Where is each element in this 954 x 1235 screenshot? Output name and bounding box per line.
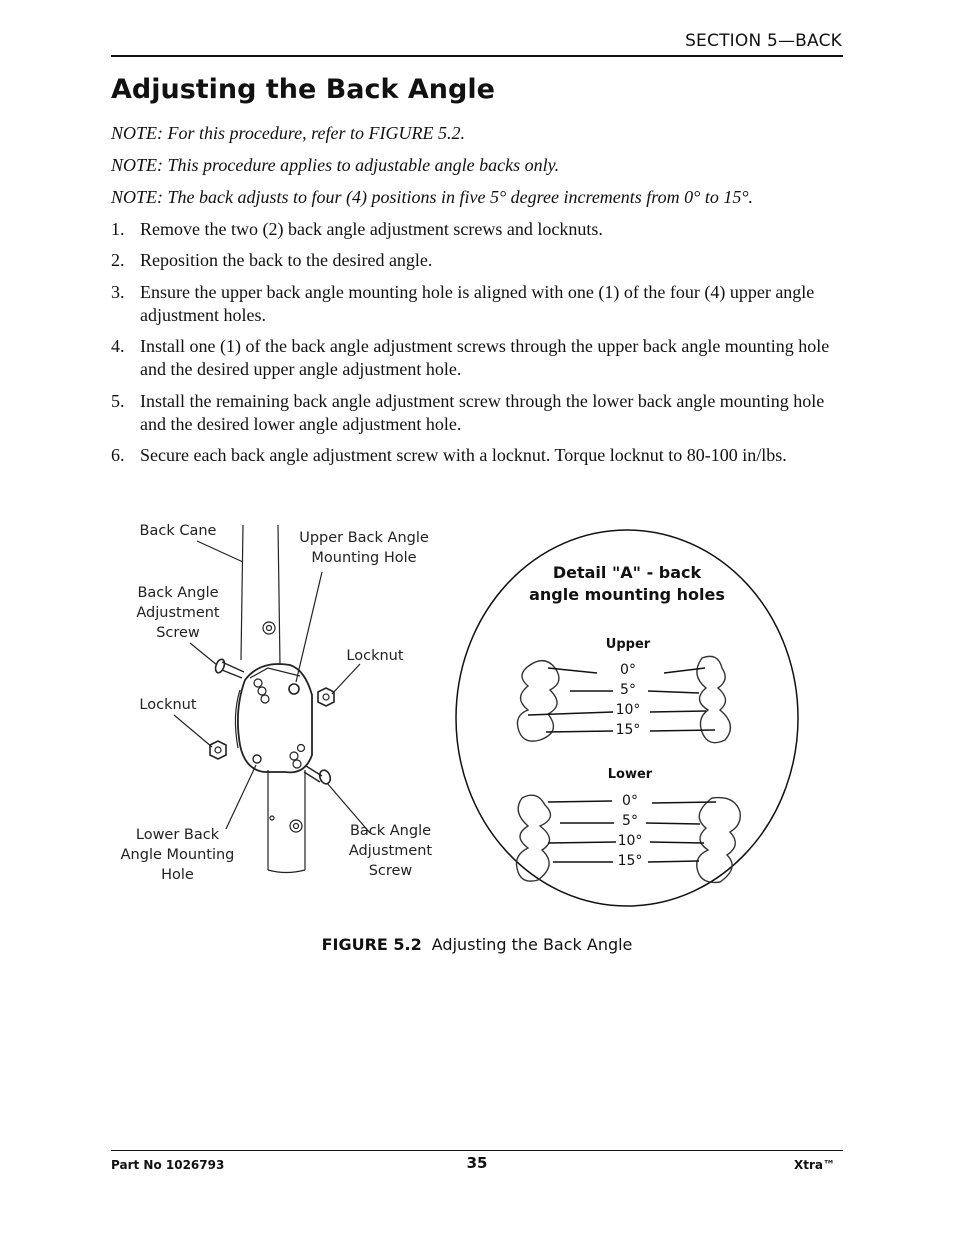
assembly-illustration bbox=[0, 500, 954, 970]
locknut-right bbox=[318, 688, 334, 706]
label-locknut-left: Locknut bbox=[139, 697, 197, 713]
step-number: 6. bbox=[111, 445, 125, 465]
step-text: Install the remaining back angle adjustment screw through the lower back angle mounting hole and the desired lower angle adjustment hole. bbox=[140, 391, 825, 434]
footer-brand: Xtra™ bbox=[793, 1158, 835, 1172]
footer-part-number: Part No 1026793 bbox=[111, 1158, 225, 1172]
figure-5-2 bbox=[0, 500, 954, 970]
label-adjustment-screw-top: Back Angle Adjustment Screw bbox=[136, 585, 220, 641]
footer-rule bbox=[111, 1150, 843, 1151]
step-5 bbox=[111, 390, 846, 436]
lower-mounting-hole bbox=[253, 755, 261, 763]
step-number: 2. bbox=[111, 250, 125, 270]
step-text: Secure each back angle adjustment screw with a locknut. Torque locknut to 80-100 in/lbs. bbox=[140, 445, 787, 465]
note-2: NOTE: This procedure applies to adjustable angle backs only. bbox=[111, 155, 560, 175]
step-3 bbox=[111, 281, 846, 327]
header-rule bbox=[111, 55, 843, 57]
step-1 bbox=[111, 218, 846, 241]
figure-number: FIGURE 5.2 bbox=[321, 935, 422, 954]
lower-angle-10: 10° bbox=[617, 833, 643, 849]
label-adjustment-screw-bottom: Back Angle Adjustment Screw bbox=[348, 823, 433, 879]
lower-angle-5: 5° bbox=[622, 813, 638, 829]
lower-angle-0: 0° bbox=[622, 793, 638, 809]
label-back-cane: Back Cane bbox=[139, 523, 217, 539]
figure-caption bbox=[0, 935, 954, 954]
top-screw bbox=[222, 662, 244, 678]
upper-mounting-hole bbox=[289, 684, 299, 694]
back-cane-left-edge bbox=[241, 525, 243, 660]
step-number: 1. bbox=[111, 219, 125, 239]
bracket bbox=[238, 664, 312, 772]
step-text: Reposition the back to the desired angle. bbox=[140, 250, 433, 270]
page-title: Adjusting the Back Angle bbox=[111, 74, 495, 105]
step-6 bbox=[111, 444, 846, 467]
step-2 bbox=[111, 249, 846, 272]
detail-upper-label: Upper bbox=[605, 637, 651, 652]
step-text: Ensure the upper back angle mounting hole is aligned with one (1) of the four (4) upper angle adjustment holes. bbox=[140, 282, 815, 325]
step-4 bbox=[111, 335, 846, 381]
lower-angle-15: 15° bbox=[617, 853, 643, 869]
step-number: 3. bbox=[111, 282, 125, 302]
label-locknut-right: Locknut bbox=[346, 648, 404, 664]
figure-caption-text: Adjusting the Back Angle bbox=[431, 935, 633, 954]
locknut-left bbox=[210, 741, 226, 759]
upper-angle-10: 10° bbox=[615, 702, 641, 718]
step-text: Install one (1) of the back angle adjustment screws through the upper back angle mounting hole and the desired upper angle adjustment hole. bbox=[140, 336, 830, 379]
detail-a-title: Detail "A" - back angle mounting holes bbox=[529, 563, 725, 604]
upper-angle-0: 0° bbox=[620, 662, 636, 678]
detail-lower-label: Lower bbox=[607, 767, 653, 782]
step-text: Remove the two (2) back angle adjustment screws and locknuts. bbox=[140, 219, 603, 239]
note-3: NOTE: The back adjusts to four (4) positions in five 5° degree increments from 0° to 15°. bbox=[111, 187, 754, 207]
page-number: 35 bbox=[466, 1154, 488, 1172]
back-cane-right-edge bbox=[278, 525, 280, 665]
upper-angle-15: 15° bbox=[615, 722, 641, 738]
label-upper-mounting-hole: Upper Back Angle Mounting Hole bbox=[299, 530, 429, 566]
step-number: 4. bbox=[111, 336, 125, 356]
note-1: NOTE: For this procedure, refer to FIGURE 5.2. bbox=[111, 123, 465, 143]
leader-back-cane bbox=[197, 541, 243, 562]
section-header: SECTION 5—BACK bbox=[685, 31, 842, 51]
upper-angle-5: 5° bbox=[620, 682, 636, 698]
label-lower-mounting-hole: Lower Back Angle Mounting Hole bbox=[120, 827, 235, 883]
step-number: 5. bbox=[111, 391, 125, 411]
